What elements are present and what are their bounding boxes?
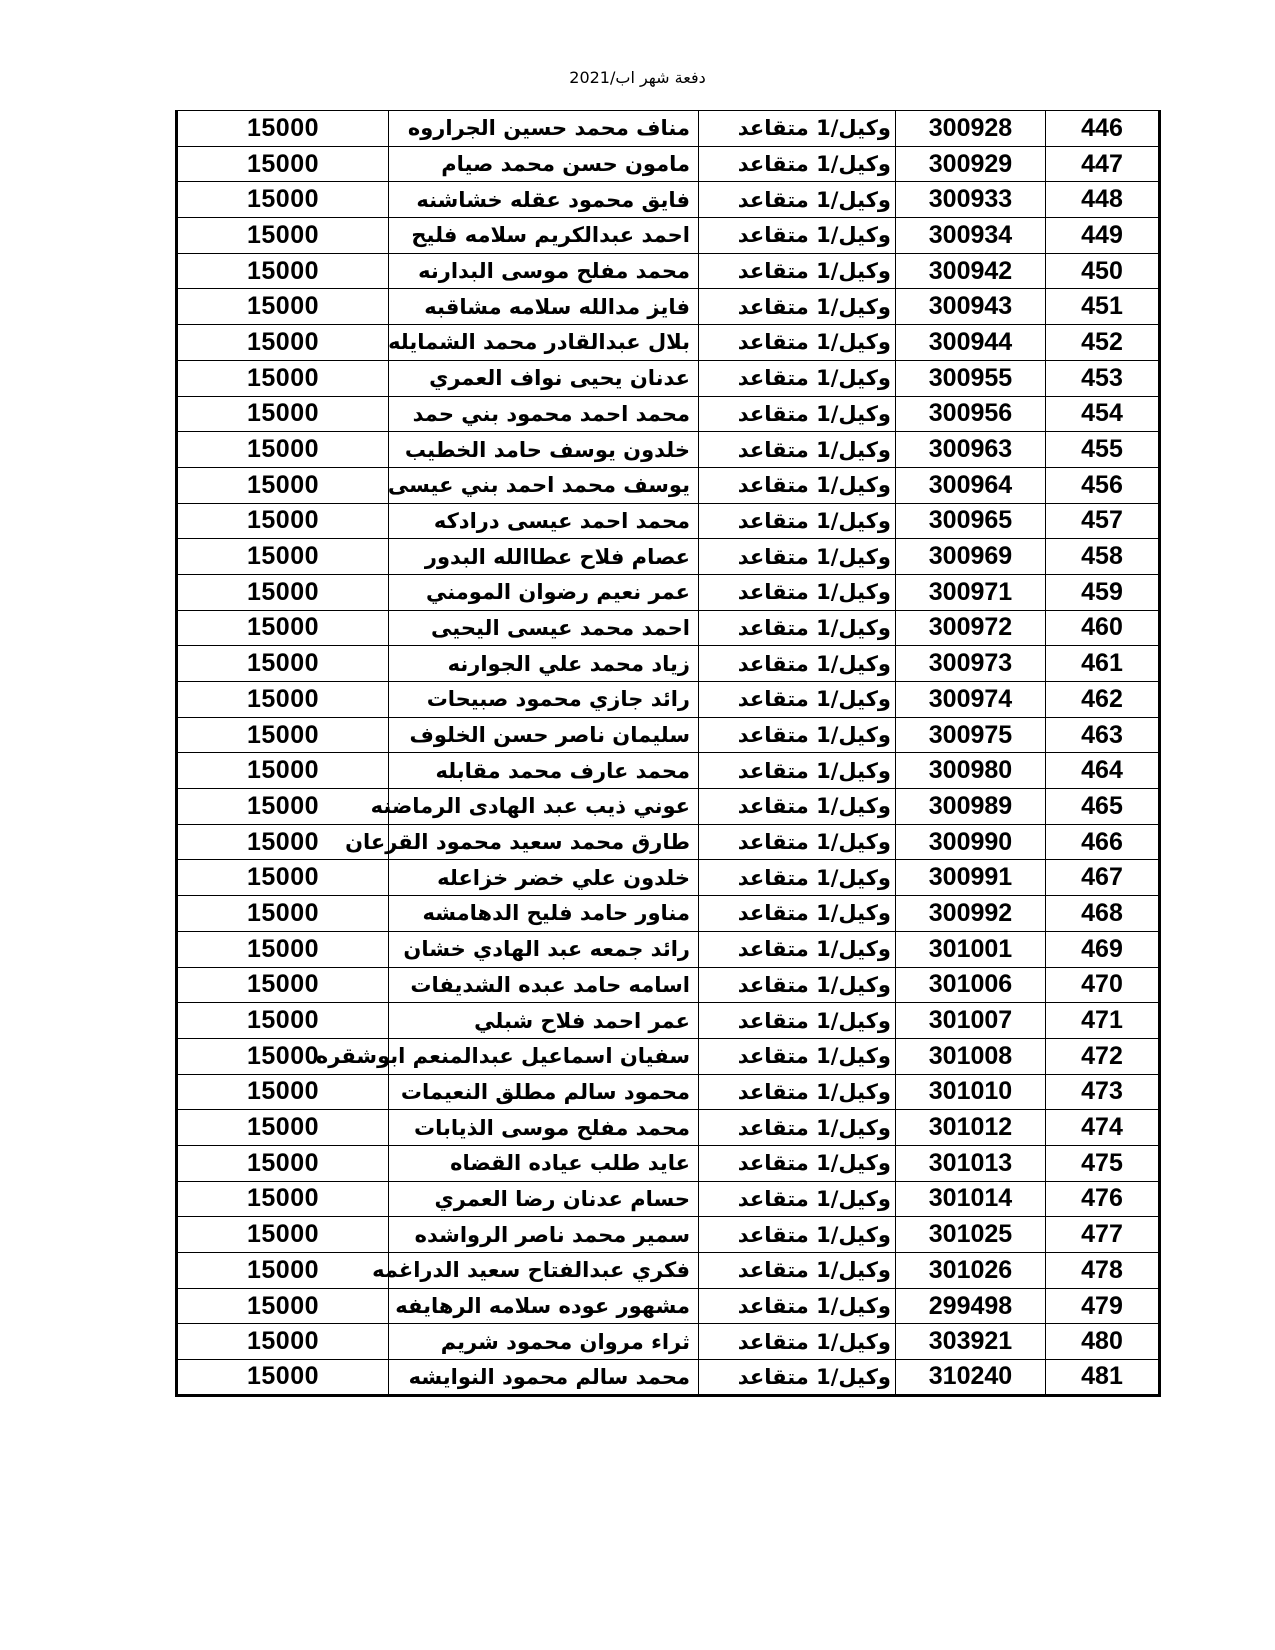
table-row [177,1074,1160,1110]
rank-status-cell: وكيل/1 متقاعد [699,539,896,575]
name-cell: محمود سالم مطلق النعيمات [389,1074,699,1110]
military-id-cell: 300963 [896,432,1046,468]
amount-cell: 15000 [177,1253,389,1289]
name-cell: مشهور عوده سلامه الرهايفه [389,1288,699,1324]
sequence-number-cell: 462 [1046,682,1160,718]
sequence-number-cell: 472 [1046,1038,1160,1074]
amount-cell: 15000 [177,824,389,860]
sequence-number-cell: 473 [1046,1074,1160,1110]
sequence-number-cell: 468 [1046,896,1160,932]
name-cell: حسام عدنان رضا العمري [389,1181,699,1217]
military-id-cell: 301001 [896,931,1046,967]
amount-cell: 15000 [177,325,389,361]
name-cell: فكري عبدالفتاح سعيد الدراغمه [389,1253,699,1289]
rank-status-cell: وكيل/1 متقاعد [699,682,896,718]
table-row [177,1253,1160,1289]
rank-status-cell: وكيل/1 متقاعد [699,717,896,753]
name-cell: فايق محمود عقله خشاشنه [389,182,699,218]
rank-status-cell: وكيل/1 متقاعد [699,1074,896,1110]
rank-status-cell: وكيل/1 متقاعد [699,753,896,789]
table-row [177,111,1160,147]
sequence-number-cell: 457 [1046,503,1160,539]
sequence-number-cell: 455 [1046,432,1160,468]
military-id-cell: 300975 [896,717,1046,753]
amount-cell: 15000 [177,218,389,254]
rank-status-cell: وكيل/1 متقاعد [699,1110,896,1146]
military-id-cell: 301013 [896,1145,1046,1181]
sequence-number-cell: 453 [1046,360,1160,396]
name-cell: عصام فلاح عطاالله البدور [389,539,699,575]
name-cell: بلال عبدالقادر محمد الشمايله [389,325,699,361]
sequence-number-cell: 461 [1046,646,1160,682]
name-cell: اسامه حامد عبده الشديفات [389,967,699,1003]
name-cell: رائد جازي محمود صبيحات [389,682,699,718]
rank-status-cell: وكيل/1 متقاعد [699,574,896,610]
name-cell: احمد عبدالكريم سلامه فليح [389,218,699,254]
name-cell: محمد مفلح موسى البدارنه [389,253,699,289]
sequence-number-cell: 460 [1046,610,1160,646]
military-id-cell: 300972 [896,610,1046,646]
amount-cell: 15000 [177,1181,389,1217]
amount-cell: 15000 [177,1324,389,1360]
rank-status-cell: وكيل/1 متقاعد [699,1145,896,1181]
amount-cell: 15000 [177,931,389,967]
name-cell: عدنان يحيى نواف العمري [389,360,699,396]
name-cell: سليمان ناصر حسن الخلوف [389,717,699,753]
table-row [177,1324,1160,1360]
amount-cell: 15000 [177,146,389,182]
military-id-cell: 300934 [896,218,1046,254]
sequence-number-cell: 452 [1046,325,1160,361]
table-row [177,253,1160,289]
sequence-number-cell: 446 [1046,111,1160,147]
amount-cell: 15000 [177,1074,389,1110]
military-id-cell: 310240 [896,1360,1046,1396]
amount-cell: 15000 [177,503,389,539]
table-row [177,753,1160,789]
sequence-number-cell: 463 [1046,717,1160,753]
name-cell: محمد مفلح موسى الذيابات [389,1110,699,1146]
table-row [177,539,1160,575]
rank-status-cell: وكيل/1 متقاعد [699,325,896,361]
table-row [177,1038,1160,1074]
table-row [177,1360,1160,1396]
rank-status-cell: وكيل/1 متقاعد [699,396,896,432]
sequence-number-cell: 479 [1046,1288,1160,1324]
amount-cell: 15000 [177,1217,389,1253]
table-row [177,610,1160,646]
table-row [177,1288,1160,1324]
rank-status-cell: وكيل/1 متقاعد [699,1217,896,1253]
amount-cell: 15000 [177,1038,389,1074]
table-row [177,574,1160,610]
sequence-number-cell: 478 [1046,1253,1160,1289]
rank-status-cell: وكيل/1 متقاعد [699,182,896,218]
name-cell: محمد سالم محمود النوايشه [389,1360,699,1396]
table-row [177,789,1160,825]
military-id-cell: 300942 [896,253,1046,289]
name-cell: رائد جمعه عبد الهادي خشان [389,931,699,967]
name-cell: عمر نعيم رضوان المومني [389,574,699,610]
table-row [177,146,1160,182]
payment-table-body [177,111,1160,1396]
sequence-number-cell: 454 [1046,396,1160,432]
table-row [177,931,1160,967]
military-id-cell: 300974 [896,682,1046,718]
military-id-cell: 300973 [896,646,1046,682]
name-cell: يوسف محمد احمد بني عيسى [389,467,699,503]
name-cell: خلدون علي خضر خزاعله [389,860,699,896]
military-id-cell: 300969 [896,539,1046,575]
amount-cell: 15000 [177,1288,389,1324]
sequence-number-cell: 476 [1046,1181,1160,1217]
rank-status-cell: وكيل/1 متقاعد [699,1038,896,1074]
table-row [177,289,1160,325]
table-row [177,1145,1160,1181]
sequence-number-cell: 449 [1046,218,1160,254]
sequence-number-cell: 471 [1046,1003,1160,1039]
table-row [177,360,1160,396]
military-id-cell: 300991 [896,860,1046,896]
amount-cell: 15000 [177,182,389,218]
sequence-number-cell: 474 [1046,1110,1160,1146]
amount-cell: 15000 [177,682,389,718]
table-row [177,396,1160,432]
amount-cell: 15000 [177,896,389,932]
rank-status-cell: وكيل/1 متقاعد [699,860,896,896]
sequence-number-cell: 477 [1046,1217,1160,1253]
rank-status-cell: وكيل/1 متقاعد [699,896,896,932]
rank-status-cell: وكيل/1 متقاعد [699,467,896,503]
table-row [177,432,1160,468]
table-row [177,824,1160,860]
rank-status-cell: وكيل/1 متقاعد [699,111,896,147]
table-row [177,467,1160,503]
rank-status-cell: وكيل/1 متقاعد [699,967,896,1003]
name-cell: احمد محمد عيسى اليحيى [389,610,699,646]
rank-status-cell: وكيل/1 متقاعد [699,646,896,682]
amount-cell: 15000 [177,860,389,896]
amount-cell: 15000 [177,967,389,1003]
amount-cell: 15000 [177,289,389,325]
military-id-cell: 300929 [896,146,1046,182]
rank-status-cell: وكيل/1 متقاعد [699,1003,896,1039]
table-row [177,682,1160,718]
sequence-number-cell: 464 [1046,753,1160,789]
amount-cell: 15000 [177,1145,389,1181]
table-row [177,967,1160,1003]
rank-status-cell: وكيل/1 متقاعد [699,789,896,825]
amount-cell: 15000 [177,753,389,789]
rank-status-cell: وكيل/1 متقاعد [699,1253,896,1289]
name-cell: فايز مدالله سلامه مشاقبه [389,289,699,325]
table-row [177,896,1160,932]
rank-status-cell: وكيل/1 متقاعد [699,503,896,539]
military-id-cell: 303921 [896,1324,1046,1360]
table-row [177,218,1160,254]
military-id-cell: 300956 [896,396,1046,432]
rank-status-cell: وكيل/1 متقاعد [699,1324,896,1360]
rank-status-cell: وكيل/1 متقاعد [699,1360,896,1396]
sequence-number-cell: 467 [1046,860,1160,896]
sequence-number-cell: 469 [1046,931,1160,967]
sequence-number-cell: 475 [1046,1145,1160,1181]
amount-cell: 15000 [177,432,389,468]
name-cell: عوني ذيب عبد الهادى الرماضنه [389,789,699,825]
rank-status-cell: وكيل/1 متقاعد [699,1288,896,1324]
rank-status-cell: وكيل/1 متقاعد [699,610,896,646]
name-cell: مناف محمد حسين الجراروه [389,111,699,147]
sequence-number-cell: 450 [1046,253,1160,289]
sequence-number-cell: 470 [1046,967,1160,1003]
military-id-cell: 300990 [896,824,1046,860]
table-row [177,503,1160,539]
sequence-number-cell: 481 [1046,1360,1160,1396]
name-cell: مامون حسن محمد صيام [389,146,699,182]
military-id-cell: 300928 [896,111,1046,147]
sequence-number-cell: 466 [1046,824,1160,860]
military-id-cell: 300989 [896,789,1046,825]
amount-cell: 15000 [177,467,389,503]
military-id-cell: 301006 [896,967,1046,1003]
military-id-cell: 299498 [896,1288,1046,1324]
amount-cell: 15000 [177,646,389,682]
amount-cell: 15000 [177,111,389,147]
rank-status-cell: وكيل/1 متقاعد [699,146,896,182]
amount-cell: 15000 [177,1003,389,1039]
sequence-number-cell: 456 [1046,467,1160,503]
table-row [177,717,1160,753]
rank-status-cell: وكيل/1 متقاعد [699,931,896,967]
table-row [177,646,1160,682]
name-cell: سفيان اسماعيل عبدالمنعم ابوشقره [389,1038,699,1074]
sequence-number-cell: 465 [1046,789,1160,825]
sequence-number-cell: 459 [1046,574,1160,610]
amount-cell: 15000 [177,1360,389,1396]
sequence-number-cell: 448 [1046,182,1160,218]
rank-status-cell: وكيل/1 متقاعد [699,289,896,325]
military-id-cell: 300933 [896,182,1046,218]
name-cell: زياد محمد علي الجوارنه [389,646,699,682]
table-row [177,1003,1160,1039]
payment-table-container [175,110,1158,1397]
sequence-number-cell: 458 [1046,539,1160,575]
amount-cell: 15000 [177,539,389,575]
amount-cell: 15000 [177,574,389,610]
table-row [177,860,1160,896]
military-id-cell: 301007 [896,1003,1046,1039]
name-cell: ثراء مروان محمود شريم [389,1324,699,1360]
military-id-cell: 300980 [896,753,1046,789]
military-id-cell: 300971 [896,574,1046,610]
sequence-number-cell: 447 [1046,146,1160,182]
table-row [177,1217,1160,1253]
name-cell: عمر احمد فلاح شبلي [389,1003,699,1039]
sequence-number-cell: 451 [1046,289,1160,325]
table-row [177,182,1160,218]
amount-cell: 15000 [177,360,389,396]
military-id-cell: 301012 [896,1110,1046,1146]
rank-status-cell: وكيل/1 متقاعد [699,253,896,289]
rank-status-cell: وكيل/1 متقاعد [699,218,896,254]
table-row [177,1181,1160,1217]
military-id-cell: 301026 [896,1253,1046,1289]
table-row [177,325,1160,361]
table-row [177,1110,1160,1146]
military-id-cell: 300955 [896,360,1046,396]
name-cell: مناور حامد فليح الدهامشه [389,896,699,932]
military-id-cell: 300992 [896,896,1046,932]
military-id-cell: 301008 [896,1038,1046,1074]
military-id-cell: 300964 [896,467,1046,503]
name-cell: طارق محمد سعيد محمود القرعان [389,824,699,860]
military-id-cell: 301014 [896,1181,1046,1217]
name-cell: محمد احمد عيسى درادكه [389,503,699,539]
rank-status-cell: وكيل/1 متقاعد [699,360,896,396]
rank-status-cell: وكيل/1 متقاعد [699,432,896,468]
military-id-cell: 300943 [896,289,1046,325]
amount-cell: 15000 [177,1110,389,1146]
amount-cell: 15000 [177,396,389,432]
rank-status-cell: وكيل/1 متقاعد [699,824,896,860]
name-cell: سمير محمد ناصر الرواشده [389,1217,699,1253]
amount-cell: 15000 [177,253,389,289]
military-id-cell: 301010 [896,1074,1046,1110]
military-id-cell: 300965 [896,503,1046,539]
name-cell: محمد عارف محمد مقابله [389,753,699,789]
payment-table [175,110,1161,1397]
sequence-number-cell: 480 [1046,1324,1160,1360]
name-cell: خلدون يوسف حامد الخطيب [389,432,699,468]
amount-cell: 15000 [177,789,389,825]
military-id-cell: 300944 [896,325,1046,361]
rank-status-cell: وكيل/1 متقاعد [699,1181,896,1217]
name-cell: عايد طلب عياده القضاه [389,1145,699,1181]
name-cell: محمد احمد محمود بني حمد [389,396,699,432]
amount-cell: 15000 [177,610,389,646]
military-id-cell: 301025 [896,1217,1046,1253]
page-title: دفعة شهر اب/2021 [569,68,706,87]
amount-cell: 15000 [177,717,389,753]
